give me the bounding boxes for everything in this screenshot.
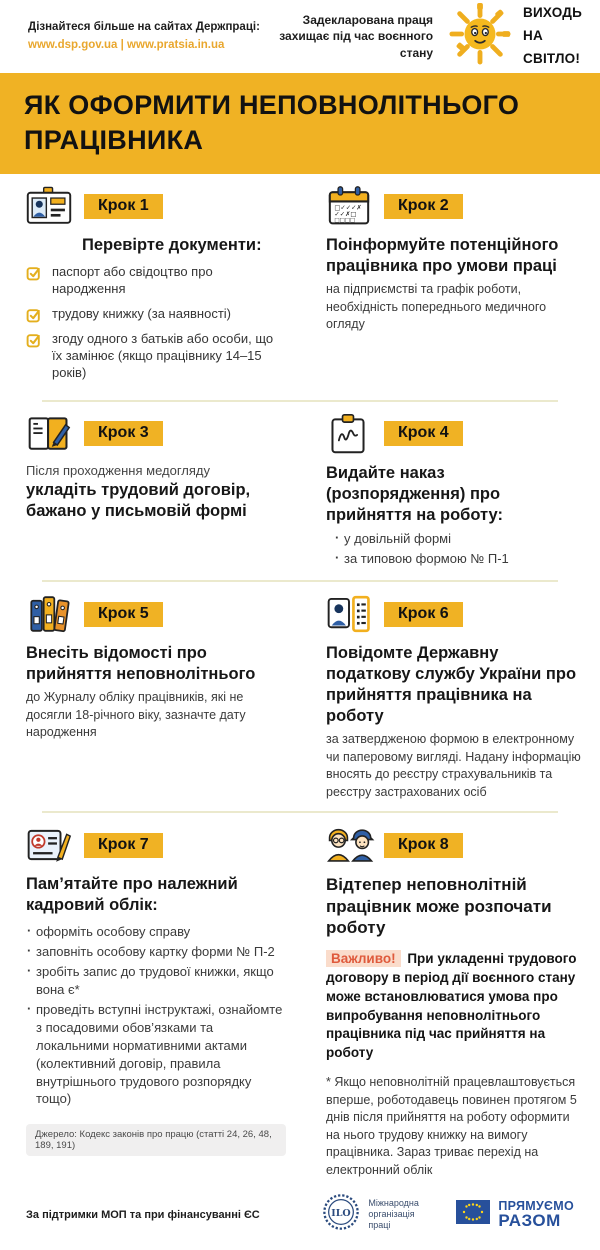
page-title: ЯК ОФОРМИТИ НЕПОВНОЛІТНЬОГО ПРАЦІВНИКА — [24, 90, 520, 156]
bullet-item: · проведіть вступні інструктажі, ознайомте з посадовими обов’язками та локальними нормативними актами (колективний договір, правила внутрішнього трудового розпорядку тощо) — [26, 1001, 286, 1109]
important-text: При укладенні трудового договору в період дії воєнного стану може встановлюватися умова про випробування неповнолітнього працівника під час прийняття на роботу — [326, 950, 577, 1061]
step-2-badge: Крок 2 — [384, 194, 463, 219]
title-band — [0, 73, 600, 174]
site-links-block — [28, 19, 260, 54]
svg-text:✓✓✗□: ✓✓✗□ — [334, 210, 357, 219]
step-1 — [0, 174, 300, 399]
steps-row-1 — [0, 174, 600, 399]
footer-logos — [322, 1193, 574, 1236]
eu-block — [456, 1200, 574, 1230]
ilo-logo — [322, 1193, 360, 1236]
declared-work-text: Задекларована праця захищає під час воєнного стану — [279, 13, 434, 60]
steps-row-4 — [0, 813, 600, 1189]
step-6-badge: Крок 6 — [384, 602, 463, 627]
steps-row-3 — [0, 582, 600, 811]
two-workers-icon — [326, 824, 372, 866]
sun-face-icon — [449, 3, 511, 70]
step-7-heading: Пам’ятайте про належний кадровий облік: — [26, 875, 238, 915]
clipboard-signature-icon — [326, 413, 372, 455]
eu-label — [498, 1200, 574, 1230]
checklist-item — [26, 331, 286, 382]
bullet-item: · оформіть особову справу — [26, 923, 286, 941]
step-8-heading: Відтепер неповнолітній працівник може розпочати роботу — [326, 875, 552, 938]
checklist-text: паспорт або свідоцтво про народження — [52, 264, 213, 297]
step-5-body: до Журналу обліку працівників, які не досягли 18-річного віку, зазначте дату народження — [26, 690, 246, 740]
step-4-bullets — [334, 530, 586, 568]
step-3 — [0, 402, 300, 581]
support-text: За підтримки МОП та при фінансуванні ЄС — [26, 1208, 260, 1221]
checklist-item — [26, 264, 286, 298]
step-2-body: на підприємстві та графік роботи, необхідність попереднього медичного огляду — [326, 282, 547, 332]
checkbox-check-icon — [26, 307, 42, 323]
checklist-text: трудову книжку (за наявності) — [52, 305, 231, 321]
step-8 — [300, 813, 600, 1189]
contract-pen-icon — [26, 413, 72, 455]
eu-label-line2: РАЗОМ — [498, 1211, 561, 1231]
step-8-footnote: * Якщо неповнолітній працевлаштовується вперше, роботодавець повинен протягом 5 днів після прийняття на роботу оформити на нього трудову книжку на вимогу працівника. Зараз триває перехід на електронний облік — [326, 1075, 577, 1177]
step-8-badge: Крок 8 — [384, 833, 463, 858]
eu-flag — [456, 1200, 490, 1229]
website-links[interactable]: www.dsp.gov.ua | www.pratsia.in.ua — [28, 38, 225, 51]
step-7 — [0, 813, 300, 1166]
bullet-item: · зробіть запис до трудової книжки, якщо вона є* — [26, 963, 286, 999]
steps-row-2 — [0, 402, 600, 581]
slogan-line2: НА СВІТЛО! — [523, 28, 581, 66]
step-2-heading: Поінформуйте потенційного працівника про умови праці — [326, 236, 559, 276]
bullet-item: · заповніть особову картку форми № П-2 — [26, 943, 286, 961]
step-6 — [300, 582, 600, 811]
bullet-item: · за типовою формою № П-1 — [334, 550, 586, 568]
checklist-item — [26, 306, 286, 323]
important-badge: Важливо! — [326, 950, 401, 967]
step-2 — [300, 174, 600, 399]
step-4-heading: Видайте наказ (розпорядження) про прийняття на роботу: — [326, 463, 503, 524]
step-4 — [300, 402, 600, 581]
top-header — [0, 0, 600, 73]
slogan — [523, 2, 582, 71]
ilo-block — [322, 1193, 430, 1236]
calendar-checks-icon — [326, 185, 372, 227]
source-note: Джерело: Кодекс законів про працю (статті 24, 26, 48, 189, 191) — [26, 1124, 286, 1156]
left-col — [0, 813, 300, 1189]
info-text: Дізнайтеся більше на сайтах Держпраці: — [28, 21, 260, 34]
step-6-body: за затвердженою формою в електронному чи паперовому вигляді. Надану інформацію вносять до реєстру страхувальників та реєстру застрахованих осіб — [326, 732, 581, 799]
step-6-heading: Повідомте Державну податкову службу України про прийняття працівника на роботу — [326, 644, 577, 726]
step-3-heading: укладіть трудовий договір, бажано у письмовій формі — [26, 480, 251, 520]
step-7-badge: Крок 7 — [84, 833, 163, 858]
bullet-item: · у довільній формі — [334, 530, 586, 548]
ilo-label: Міжнародна організація праці — [368, 1197, 419, 1231]
checklist-text: згоду одного з батьків або особи, що їх замінює (якщо працівнику 14–15 років) — [52, 330, 274, 380]
step-3-lead: Після проходження медогляду — [26, 462, 211, 478]
step-1-heading: Перевірте документи: — [82, 236, 262, 255]
svg-text:ILO: ILO — [331, 1208, 352, 1220]
svg-text:□□□□: □□□□ — [334, 217, 356, 224]
eu-label-line1: ПРЯМУЄМО — [498, 1198, 574, 1213]
step-7-bullets — [26, 923, 286, 1108]
id-card-icon — [26, 185, 72, 227]
step-1-checklist — [26, 264, 286, 381]
step-1-badge: Крок 1 — [84, 194, 163, 219]
checkbox-check-icon — [26, 332, 42, 348]
person-register-icon — [326, 593, 372, 635]
step-5 — [0, 582, 300, 811]
step-4-badge: Крок 4 — [384, 421, 463, 446]
step-8-important — [326, 950, 586, 1063]
step-3-badge: Крок 3 — [84, 421, 163, 446]
personnel-card-pencil-icon — [26, 824, 72, 866]
binders-icon — [26, 593, 72, 635]
step-5-heading: Внесіть відомості про прийняття неповнолітнього — [26, 644, 256, 684]
step-5-badge: Крок 5 — [84, 602, 163, 627]
svg-text:□✓✓✓✗: □✓✓✓✗ — [334, 203, 362, 212]
bottom-footer — [0, 1189, 600, 1250]
slogan-line1: ВИХОДЬ — [523, 5, 582, 21]
checkbox-check-icon — [26, 265, 42, 281]
